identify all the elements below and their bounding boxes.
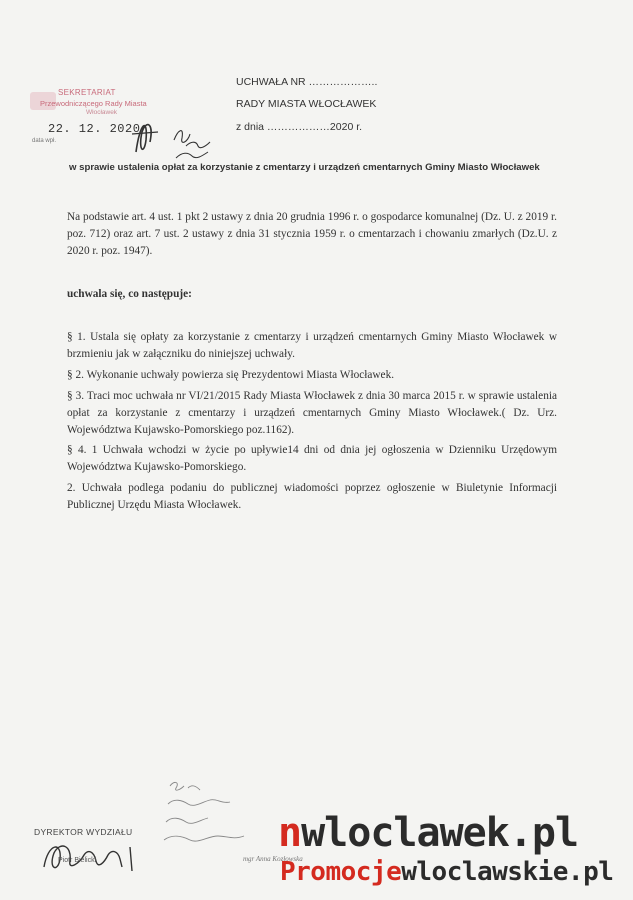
director-signature-block: [34, 827, 154, 887]
document-subject: w sprawie ustalenia opłat za korzystanie z cmentarzy i urządzeń cmentarnych Gminy Miasto Włocławek: [69, 162, 540, 173]
watermark-promocje: Promocjewloclawskie.pl: [280, 857, 614, 887]
reviewer-stamp: mgr Anna Kozłowska: [243, 855, 303, 863]
stamp-city: Włocławek: [86, 109, 118, 116]
director-title: DYREKTOR WYDZIAŁU: [34, 827, 133, 837]
paragraph-4-2: 2. Uchwała podlega podaniu do publicznej wiadomości poprzez ogłoszenie w Biuletynie Informacji Publicznej Urzędu Miasta Włocławek.: [67, 482, 557, 511]
director-signature-icon: [38, 833, 148, 877]
resolution-date: z dnia ………………2020 r.: [236, 121, 363, 133]
legal-basis: Na podstawie art. 4 ust. 1 pkt 2 ustawy z dnia 20 grudnia 1996 r. o gospodarce komunalnej (Dz. U. z 2019 r. poz. 712) oraz art. 7 ust. 2 ustawy z dnia 31 stycznia 1959 r. o cmentarzach i chowaniu zmarłych (Dz.U. z 2020 r. poz. 1947).: [67, 211, 557, 257]
director-name: Piotr Bielicki: [58, 857, 97, 864]
stamp-date-label: data wpł.: [32, 138, 57, 144]
council-name: RADY MIASTA WŁOCŁAWEK: [236, 98, 377, 110]
handwriting-icon: [160, 778, 270, 858]
paragraph-2: § 2. Wykonanie uchwały powierza się Prezydentowi Miasta Włocławek.: [67, 369, 395, 381]
resolves-clause: uchwala się, co następuje:: [67, 288, 192, 300]
stamp-office: Przewodniczącego Rady Miasta: [40, 99, 147, 108]
paragraph-1: § 1. Ustala się opłaty za korzystanie z cmentarzy i urządzeń cmentarnych Gminy Miasto Włocławek w brzmieniu jak w załączniku do niniejszej uchwały.: [67, 331, 557, 360]
resolution-number: UCHWAŁA NR ………………..: [236, 76, 378, 88]
stamp-title: SEKRETARIAT: [58, 88, 116, 97]
paragraph-3: § 3. Traci moc uchwała nr VI/21/2015 Rady Miasta Włocławek z dnia 30 marca 2015 r. w sprawie ustalenia opłat za korzystanie z cmentarzy i urządzeń cmentarnych Gminy Miasto Włocławek.( Dz. Urz. Województwa Kujawsko-Pomorskiego poz.1162).: [67, 390, 557, 436]
paragraph-4: § 4. 1 Uchwała wchodzi w życie po upływie14 dni od dnia jej ogłoszenia w Dzienniku Urzędowym Województwa Kujawsko-Pomorskiego.: [67, 444, 557, 473]
initials-signature-icon: [128, 112, 218, 162]
stamp-date: 22. 12. 2020: [48, 122, 141, 136]
watermark-nwloclawek: nwloclawek.pl: [278, 810, 579, 856]
